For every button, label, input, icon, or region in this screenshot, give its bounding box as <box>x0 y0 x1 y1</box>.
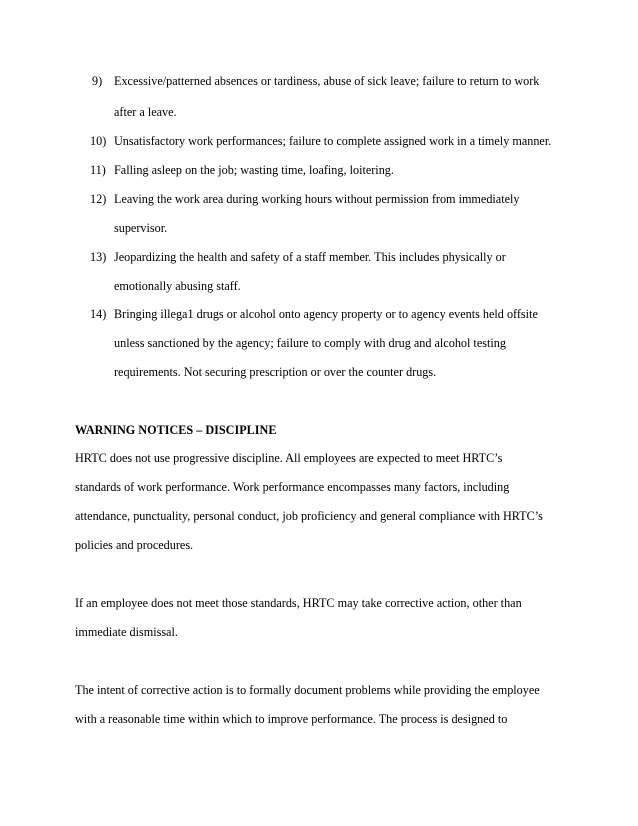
list-item-text: emotionally abusing staff. <box>114 279 241 293</box>
list-item-text: unless sanctioned by the agency; failure to comply with drug and alcohol testing <box>114 336 506 350</box>
list-item-text: Unsatisfactory work performances; failure to complete assigned work in a timely manner. <box>114 134 552 148</box>
paragraph-line: HRTC does not use progressive discipline. All employees are expected to meet HRTC’s <box>75 451 503 465</box>
section-heading: WARNING NOTICES – DISCIPLINE <box>75 423 277 437</box>
paragraph-line: If an employee does not meet those standards, HRTC may take corrective action, other than <box>75 596 522 610</box>
list-item-number: 10) <box>90 134 107 148</box>
list-item-text: Excessive/patterned absences or tardiness, abuse of sick leave; failure to return to work <box>114 74 540 88</box>
paragraph-line: immediate dismissal. <box>75 625 178 639</box>
list-item-number: 9) <box>92 74 103 88</box>
paragraph-line: attendance, punctuality, personal conduct, job proficiency and general compliance with HRTC’s <box>75 509 543 523</box>
paragraph-line: The intent of corrective action is to formally document problems while providing the employee <box>75 683 540 697</box>
list-item-number: 14) <box>90 307 107 321</box>
paragraph-line: policies and procedures. <box>75 538 194 552</box>
paragraph-line: with a reasonable time within which to improve performance. The process is designed to <box>75 712 508 726</box>
list-item-number: 13) <box>90 250 107 264</box>
list-item-text: Bringing illega1 drugs or alcohol onto agency property or to agency events held offsite <box>114 307 538 321</box>
list-item-text: Jeopardizing the health and safety of a staff member. This includes physically or <box>114 250 506 264</box>
list-item-text: supervisor. <box>114 221 168 235</box>
list-item-number: 12) <box>90 192 107 206</box>
list-item-text: after a leave. <box>114 105 177 119</box>
paragraph-line: standards of work performance. Work performance encompasses many factors, including <box>75 480 510 494</box>
list-item-number: 11) <box>90 163 106 177</box>
list-item-text: Falling asleep on the job; wasting time, loafing, loitering. <box>114 163 394 177</box>
list-item-text: requirements. Not securing prescription or over the counter drugs. <box>114 365 437 379</box>
list-item-text: Leaving the work area during working hours without permission from immediately <box>114 192 520 206</box>
